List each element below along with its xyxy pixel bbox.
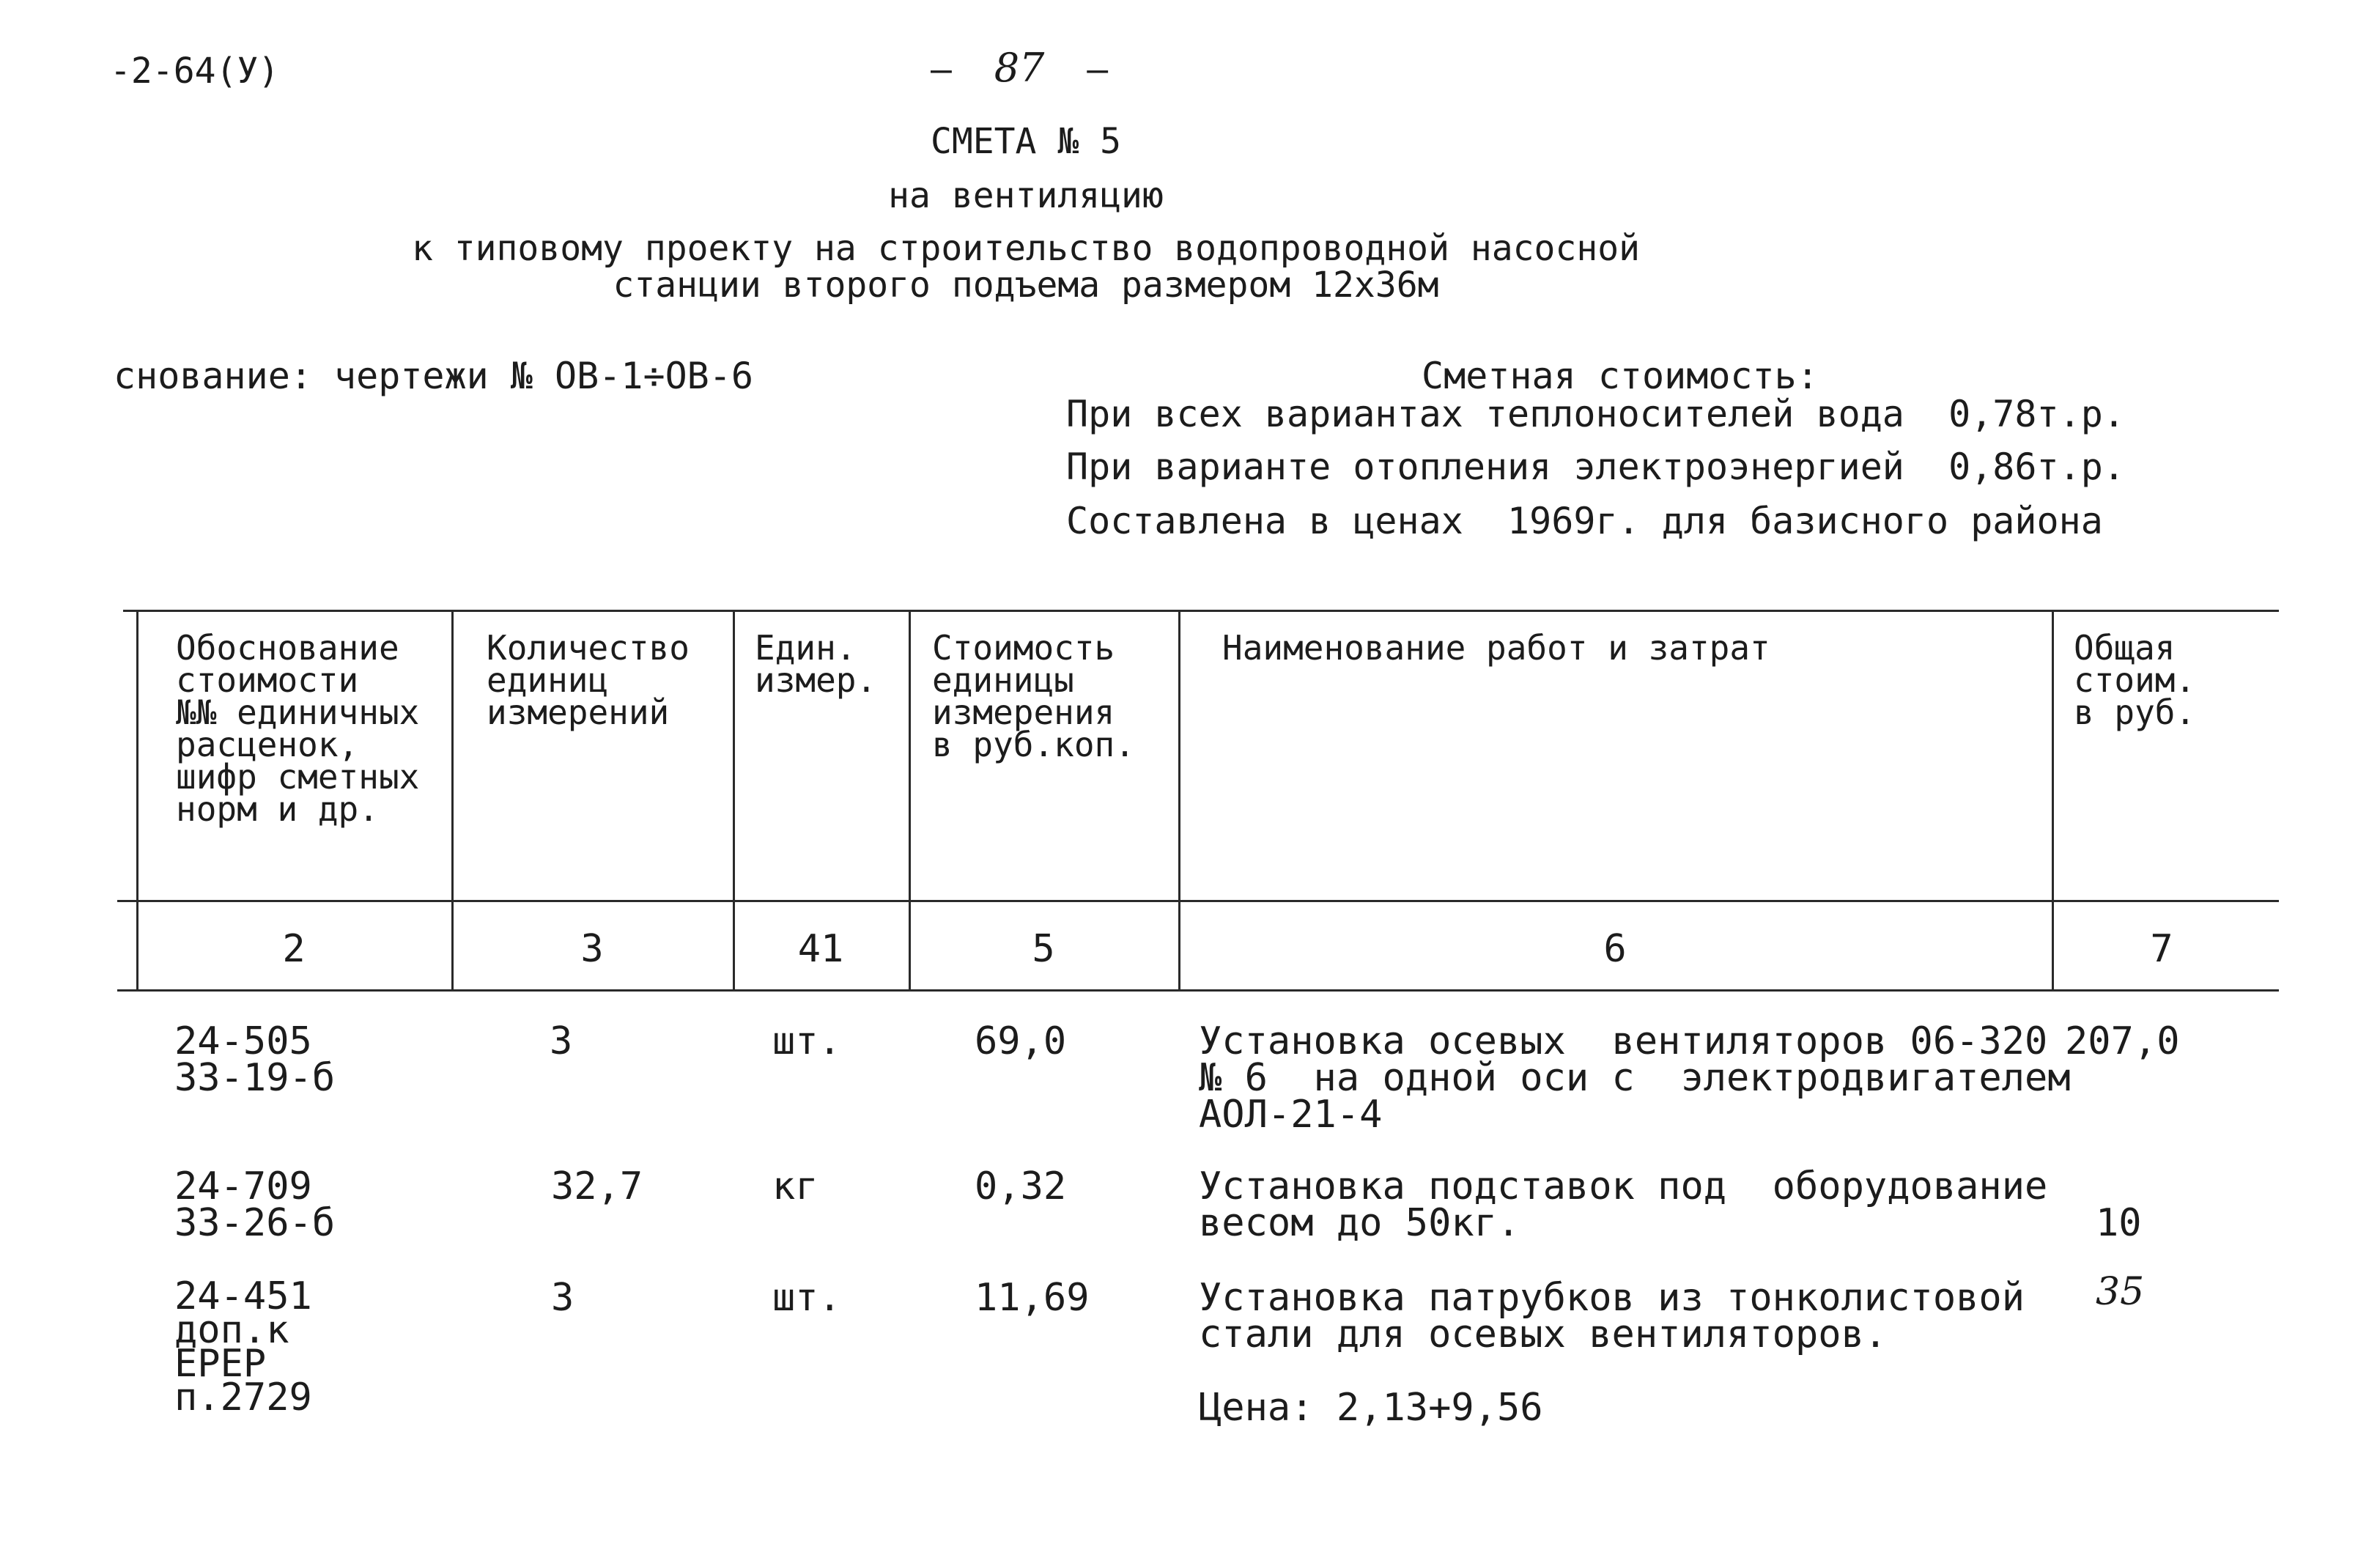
document-title: СМЕТА № 5 <box>930 121 1122 162</box>
header-basis: Обоснование стоимости №№ единичных расценок, шифр сметных норм и др. <box>176 628 420 829</box>
row-unit-price: 69,0 <box>975 1019 1067 1063</box>
table-top-border <box>123 610 2279 612</box>
document-code: -2-64(У) <box>110 51 280 92</box>
row-basis: 24-505 33-19-б <box>174 1019 336 1100</box>
column-number-2: 2 <box>282 927 306 971</box>
page-number: – 87 – <box>931 45 1109 91</box>
row-quantity: 32,7 <box>551 1164 643 1208</box>
row-unit-price: 11,69 <box>975 1276 1090 1320</box>
row-total: 35 <box>2096 1270 2145 1314</box>
project-line-2: станции второго подъема размером 12х36м <box>613 265 1439 306</box>
column-number-3: 3 <box>580 927 604 971</box>
header-unit-price: Стоимость единицы измерения в руб.коп. <box>932 628 1135 764</box>
row-unit: шт. <box>772 1276 841 1320</box>
row-work-name: Установка осевых вентиляторов 06-320 № 6 на одной оси с электродвигателем АОЛ-21-4 <box>1199 1019 2071 1137</box>
row-unit-price: 0,32 <box>975 1164 1067 1208</box>
cost-heading: Сметная стоимость: <box>1422 355 1819 397</box>
row-total: 207,0 <box>2065 1019 2180 1063</box>
header-total: Общая стоим. в руб. <box>2074 628 2196 732</box>
row-work-name: Установка подставок под оборудование весом до 50кг. <box>1199 1164 2048 1245</box>
row-total: 10 <box>2096 1201 2142 1245</box>
column-number-5: 5 <box>1032 927 1055 971</box>
column-number-41: 41 <box>797 927 844 971</box>
column-number-6: 6 <box>1603 927 1627 971</box>
row-basis: 24-451 доп.к ЕРЕР п.2729 <box>174 1274 312 1419</box>
page-number-value: 87 <box>994 45 1045 91</box>
cost-line-3: Составлена в ценах 1969г. для базисного района <box>1066 500 2103 542</box>
row-unit: кг <box>772 1164 818 1208</box>
document-subtitle: на вентиляцию <box>888 175 1164 216</box>
row-quantity: 3 <box>551 1276 574 1320</box>
header-bottom-border <box>117 900 2279 902</box>
project-line-1: к типовому проекту на строительство водопроводной насосной <box>411 228 1641 269</box>
header-unit: Един. измер. <box>755 628 877 700</box>
row-quantity: 3 <box>550 1019 573 1063</box>
row-work-name: Установка патрубков из тонколистовой стали для осевых вентиляторов. <box>1199 1276 2025 1356</box>
header-quantity: Количество единиц измерений <box>487 628 690 732</box>
row-basis: 24-709 33-26-б <box>174 1164 336 1245</box>
row-unit: шт. <box>772 1019 841 1063</box>
cost-line-2: При варианте отопления электроэнергией 0,86т.р. <box>1066 446 2125 488</box>
row-price-note: Цена: 2,13+9,56 <box>1199 1386 1543 1430</box>
basis-drawings: снование: чертежи № ОВ-1÷ОВ-6 <box>114 355 753 397</box>
cost-line-1: При всех вариантах теплоносителей вода 0,78т.р. <box>1066 393 2125 435</box>
numbers-bottom-border <box>117 989 2279 992</box>
header-work-name: Наименование работ и затрат <box>1222 628 1770 668</box>
column-number-7: 7 <box>2150 927 2173 971</box>
